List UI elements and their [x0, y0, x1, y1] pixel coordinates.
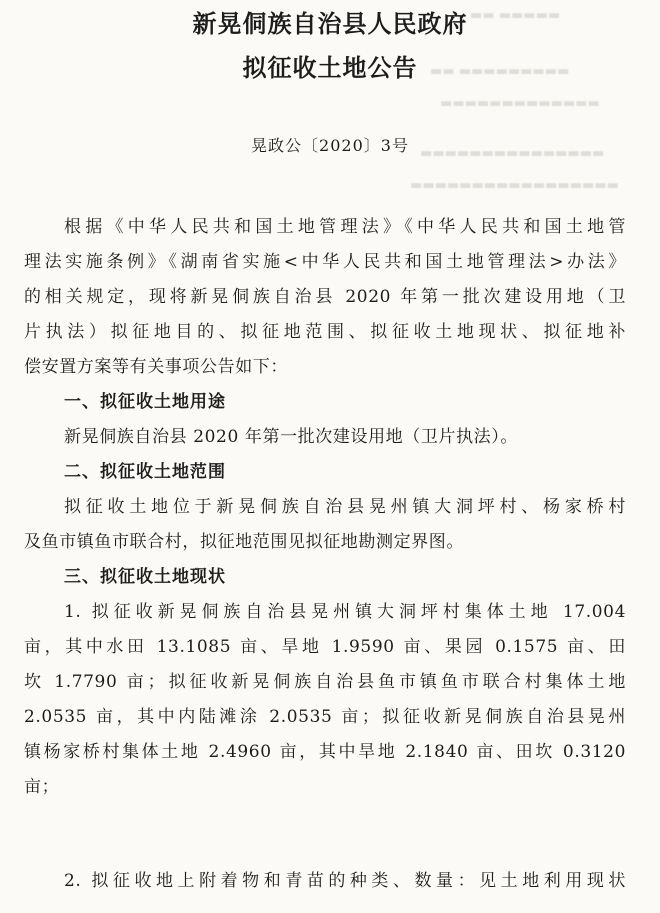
intro-line: 偿安置方案等有关事项公告如下：: [24, 357, 288, 377]
show-through: ▬▬▬▬▬▬▬▬▬▬▬▬▬▬▬: [420, 146, 605, 161]
document-title: 新晃侗族自治县人民政府: [192, 10, 468, 38]
section-heading-usage: 一、拟征收土地用途: [64, 392, 226, 412]
show-through: ▬▬▬▬▬ ▬▬: [470, 8, 561, 23]
status-item-1: 2.0535 亩，其中内陆滩涂 2.0535 亩；拟征收新晃侗族自治县晃州: [24, 707, 626, 727]
status-item-1: 亩，其中水田 13.1085 亩、旱地 1.9590 亩、果园 0.1575 亩、田: [24, 637, 626, 657]
status-item-1: 亩；: [24, 777, 60, 797]
intro-line: 的相关规定，现将新晃侗族自治县 2020 年第一批次建设用地（卫: [24, 287, 626, 307]
status-item-1: 镇杨家桥村集体土地 2.4960 亩，其中旱地 2.1840 亩、田坎 0.3120: [24, 742, 626, 762]
document-number: 晃政公〔2020〕3号: [251, 136, 409, 155]
section-text-scope: 拟征收土地位于新晃侗族自治县晃州镇大洞坪村、杨家桥村: [64, 497, 626, 517]
status-item-1: 坎 1.7790 亩；拟征收新晃侗族自治县鱼市镇鱼市联合村集体土地: [24, 672, 626, 692]
status-item-2: 2. 拟征收地上附着物和青苗的种类、数量：见土地利用现状: [64, 871, 626, 891]
intro-line: 理法实施条例》《湖南省实施<中华人民共和国土地管理法>办法》: [24, 252, 626, 272]
section-text-scope: 及鱼市镇鱼市联合村，拟征地范围见拟征地勘测定界图。: [24, 532, 464, 552]
show-through: ▬▬▬▬▬▬▬▬▬▬▬▬▬▬▬▬▬: [410, 178, 619, 193]
document-subtitle: 拟征收土地公告: [242, 54, 418, 82]
status-item-1: 1. 拟征收新晃侗族自治县晃州镇大洞坪村集体土地 17.004: [64, 602, 626, 622]
intro-line: 片执法）拟征地目的、拟征地范围、拟征收土地现状、拟征地补: [24, 322, 626, 342]
section-text-usage: 新晃侗族自治县 2020 年第一批次建设用地（卫片执法）。: [64, 427, 518, 447]
show-through: ▬▬▬▬▬▬▬▬▬▬▬▬▬: [440, 96, 600, 111]
section-heading-status: 三、拟征收土地现状: [64, 567, 226, 587]
intro-line: 根据《中华人民共和国土地管理法》《中华人民共和国土地管: [64, 217, 626, 237]
section-heading-scope: 二、拟征收土地范围: [64, 462, 226, 482]
show-through: ▬▬▬▬▬▬▬▬▬ ▬▬: [430, 64, 570, 79]
